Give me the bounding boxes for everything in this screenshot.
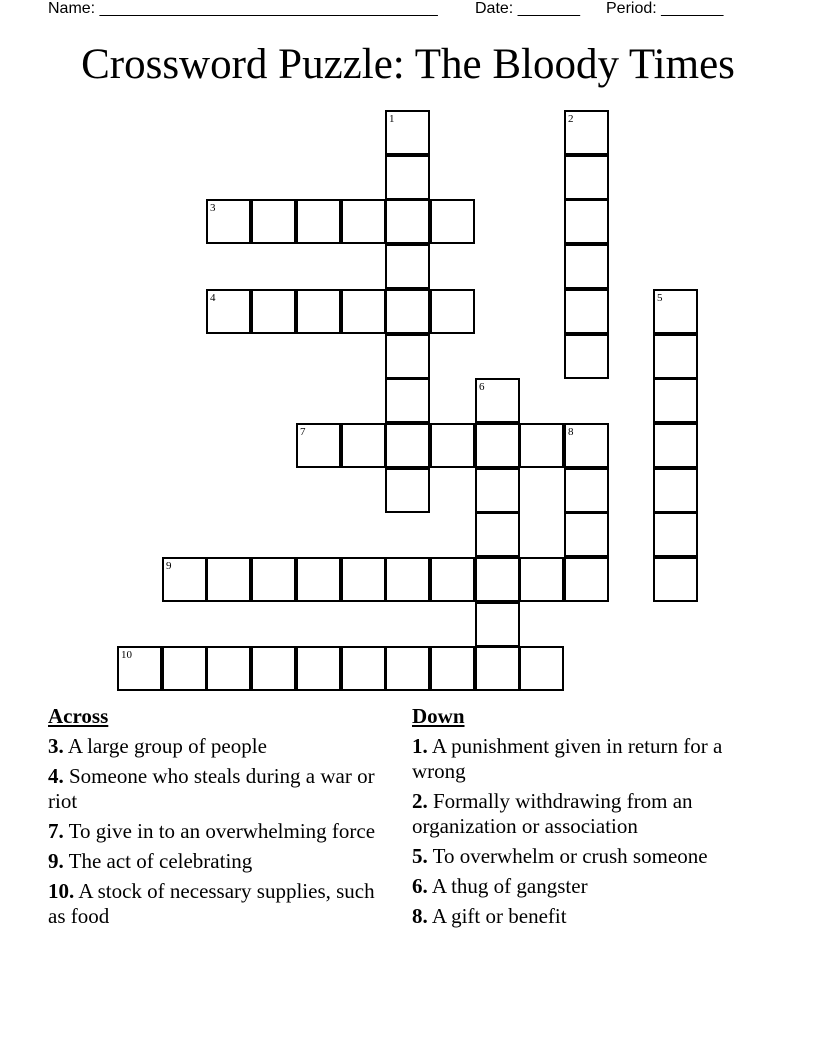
clue-number: 8. (412, 904, 428, 928)
crossword-cell[interactable] (385, 378, 430, 423)
crossword-cell[interactable] (475, 468, 520, 513)
down-clue (412, 874, 757, 899)
crossword-cell[interactable] (653, 289, 698, 334)
crossword-cell[interactable] (341, 557, 386, 602)
crossword-cell[interactable] (296, 289, 341, 334)
cell-number: 5 (657, 292, 663, 304)
across-clues (48, 704, 393, 934)
crossword-cell[interactable] (430, 199, 475, 244)
crossword-cell[interactable] (206, 199, 251, 244)
cell-number: 3 (210, 202, 216, 214)
crossword-cell[interactable] (251, 646, 296, 691)
crossword-cell[interactable] (564, 110, 609, 155)
down-clue (412, 789, 757, 839)
crossword-cell[interactable] (296, 199, 341, 244)
cell-number: 1 (389, 113, 395, 125)
down-clue (412, 734, 757, 784)
clue-text: Formally withdrawing from an organization or association (412, 789, 693, 838)
crossword-cell[interactable] (564, 199, 609, 244)
crossword-cell[interactable] (385, 423, 430, 468)
crossword-cell[interactable] (385, 155, 430, 200)
cell-number: 2 (568, 113, 574, 125)
crossword-cell[interactable] (341, 289, 386, 334)
clue-text: A punishment given in return for a wrong (412, 734, 723, 783)
crossword-cell[interactable] (475, 557, 520, 602)
clue-number: 3. (48, 734, 64, 758)
across-clue (48, 879, 393, 929)
crossword-cell[interactable] (653, 468, 698, 513)
cell-number: 8 (568, 426, 574, 438)
crossword-cell[interactable] (653, 557, 698, 602)
cell-number: 6 (479, 381, 485, 393)
crossword-cell[interactable] (564, 512, 609, 557)
crossword-cell[interactable] (251, 289, 296, 334)
down-clues (412, 704, 757, 934)
across-clue (48, 849, 393, 874)
crossword-cell[interactable] (341, 423, 386, 468)
clue-number: 2. (412, 789, 428, 813)
crossword-cell[interactable] (653, 423, 698, 468)
across-clue (48, 734, 393, 759)
crossword-cell[interactable] (341, 199, 386, 244)
clue-number: 7. (48, 819, 64, 843)
crossword-cell[interactable] (519, 557, 564, 602)
clue-text: The act of celebrating (68, 849, 253, 873)
cell-number: 7 (300, 426, 306, 438)
crossword-cell[interactable] (475, 423, 520, 468)
crossword-cell[interactable] (564, 468, 609, 513)
crossword-cell[interactable] (385, 557, 430, 602)
crossword-cell[interactable] (296, 423, 341, 468)
crossword-cell[interactable] (564, 557, 609, 602)
crossword-cell[interactable] (251, 557, 296, 602)
crossword-cell[interactable] (430, 289, 475, 334)
clue-number: 1. (412, 734, 428, 758)
clue-number: 4. (48, 764, 64, 788)
crossword-cell[interactable] (385, 244, 430, 289)
clue-text: To give in to an overwhelming force (68, 819, 376, 843)
crossword-cell[interactable] (385, 334, 430, 379)
crossword-cell[interactable] (475, 512, 520, 557)
crossword-cell[interactable] (385, 646, 430, 691)
crossword-cell[interactable] (206, 646, 251, 691)
crossword-cell[interactable] (653, 334, 698, 379)
crossword-cell[interactable] (564, 289, 609, 334)
crossword-cell[interactable] (206, 557, 251, 602)
across-clue (48, 819, 393, 844)
crossword-cell[interactable] (385, 289, 430, 334)
clue-number: 10. (48, 879, 75, 903)
clue-text: A thug of gangster (431, 874, 588, 898)
clue-number: 6. (412, 874, 428, 898)
crossword-cell[interactable] (653, 512, 698, 557)
crossword-cell[interactable] (296, 557, 341, 602)
crossword-cell[interactable] (251, 199, 296, 244)
name-field[interactable]: Name: ______________________________________ (48, 0, 438, 17)
period-field[interactable]: Period: _______ (606, 0, 724, 17)
cell-number: 4 (210, 292, 216, 304)
crossword-cell[interactable] (117, 646, 162, 691)
crossword-cell[interactable] (385, 199, 430, 244)
crossword-cell[interactable] (564, 244, 609, 289)
crossword-cell[interactable] (206, 289, 251, 334)
crossword-cell[interactable] (475, 378, 520, 423)
down-heading: Down (412, 704, 465, 728)
crossword-cell[interactable] (385, 110, 430, 155)
clue-text: To overwhelm or crush someone (432, 844, 708, 868)
clue-text: A gift or benefit (431, 904, 567, 928)
date-field[interactable]: Date: _______ (475, 0, 580, 17)
crossword-cell[interactable] (564, 334, 609, 379)
page-title: Crossword Puzzle: The Bloody Times (81, 41, 735, 88)
crossword-cell[interactable] (519, 646, 564, 691)
across-heading: Across (48, 704, 109, 728)
crossword-cell[interactable] (430, 423, 475, 468)
clue-number: 5. (412, 844, 428, 868)
clue-text: A stock of necessary supplies, such as food (48, 879, 375, 928)
crossword-cell[interactable] (385, 468, 430, 513)
crossword-cell[interactable] (430, 646, 475, 691)
crossword-cell[interactable] (162, 557, 207, 602)
crossword-cell[interactable] (653, 378, 698, 423)
down-clue (412, 904, 757, 929)
down-clue (412, 844, 757, 869)
crossword-cell[interactable] (564, 155, 609, 200)
crossword-cell[interactable] (162, 646, 207, 691)
across-clue (48, 764, 393, 814)
crossword-cell[interactable] (430, 557, 475, 602)
clue-number: 9. (48, 849, 64, 873)
crossword-cell[interactable] (475, 646, 520, 691)
crossword-cell[interactable] (296, 646, 341, 691)
crossword-cell[interactable] (519, 423, 564, 468)
clue-text: A large group of people (67, 734, 267, 758)
cell-number: 9 (166, 560, 172, 572)
crossword-cell[interactable] (564, 423, 609, 468)
clue-text: Someone who steals during a war or riot (48, 764, 375, 813)
crossword-cell[interactable] (341, 646, 386, 691)
crossword-cell[interactable] (475, 602, 520, 647)
cell-number: 10 (121, 649, 132, 661)
